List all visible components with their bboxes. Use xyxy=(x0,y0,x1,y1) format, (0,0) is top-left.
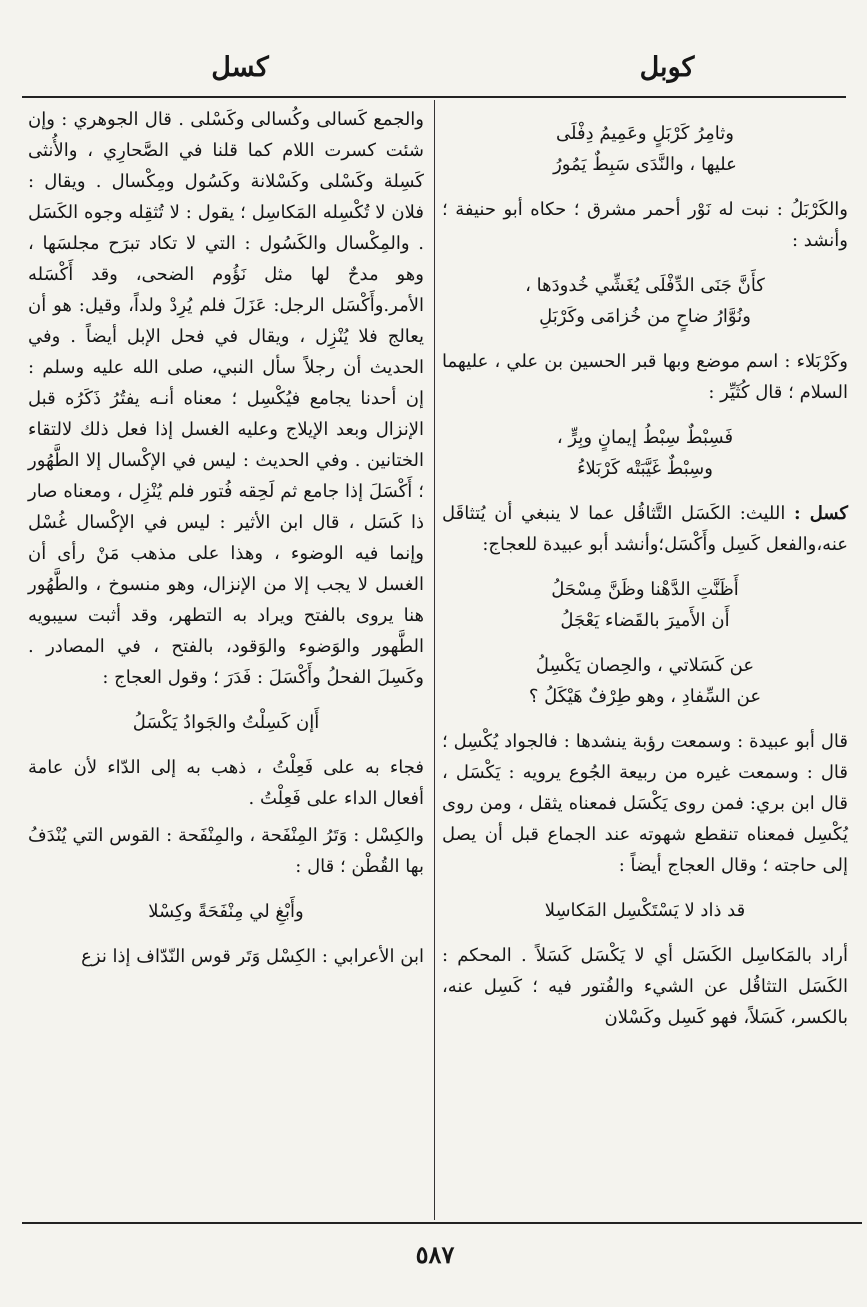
entry-paragraph xyxy=(28,752,424,814)
paragraph-text: الليث: الكَسَل التَّثاقُل عما لا ينبغي أن يُتثاقَل عنه،والفعل كَسِل وأَكْسَل؛وأنشد أبو عبيدة للعجاج: xyxy=(442,503,848,555)
paragraph-text: فجاء به على فَعِلْتُ ، ذهب به إلى الدّاء لأن عامة أفعال الداء على فَعِلْتُ . xyxy=(28,757,424,809)
verse-line: عليها ، والنَّدَى سَبِطٌ يَمُورُ xyxy=(553,154,737,175)
paragraph-text: والكِسْل : وَتَرُ المِنْفَحة ، والمِنْفَحة : القوس التي يُنْدَفُ بها القُطْن ؛ قال : xyxy=(28,825,424,877)
paragraph-text: وكَرْبَلاء : اسم موضع وبها قبر الحسين بن علي ، عليهما السلام ؛ قال كُثَيِّر : xyxy=(442,351,848,403)
verse-group xyxy=(442,650,848,712)
left-column xyxy=(28,104,424,978)
entry-paragraph xyxy=(28,104,424,693)
entry-paragraph xyxy=(442,726,848,881)
verse-line: كأَنَّ جَنَى الدِّفْلَى يُغَشِّي خُدودَها ، xyxy=(525,275,765,296)
verse-group xyxy=(442,574,848,636)
paragraph-text: والكَرْبَلُ : نبت له نَوْر أحمر مشرق ؛ حكاه أبو حنيفة ؛ وأنشد : xyxy=(442,199,848,251)
verse-line: ونُوَّارُ ضاحٍ من خُزامَى وكَرْبَلِ xyxy=(539,306,751,327)
verse-group xyxy=(442,422,848,484)
verse-group xyxy=(442,118,848,180)
verse-line: فَسِبْطٌ سِبْطُ إيمانٍ وبِرٍّ ، xyxy=(556,427,734,448)
entry-paragraph xyxy=(442,346,848,408)
entry-paragraph xyxy=(442,498,848,560)
verse-line: عن السِّفادِ ، وهو طِرْفٌ هَيْكَلُ ؟ xyxy=(528,686,762,707)
header-rule xyxy=(22,96,846,98)
paragraph-text: والجمع كَسالى وكُسالى وكَسْلى . قال الجوهري : وإن شئت كسرت اللام كما قلنا في الصَّحارِي ، والأُنثى كَسِلة وكَسْلى وكَسْلانة وكَسُول ومِكْسال . ويقال : فلان لا تُكْسِله المَكاسِل ؛ يقول : لا تُثقِله وجوه الكَسَل . والمِكْسال والكَسُول : التي لا تكاد تبرَح مجلسَها ، وهو مدحٌ لها مثل نَؤُوم الضحى، وقد أَكْسَله الأمر.وأَكْسَل الرجل: عَزَلَ فلم يُرِدْ ولداً، وقيل: هو أن يعالج فلا يُنْزِل ، ويقال في فحل الإبل أيضاً . وفي الحديث أن رجلاً سأل النبي، صلى الله عليه وسلم : إن أحدنا يجامع فيُكْسِل ؛ معناه أنـه يفتُرُ ذَكَرُه قبل الإنزال وبعد الإيلاج وعليه الغسل إذا فعل ذلك لالتقاء الختانين . وفي الحديث : ليس في الإكْسال إلا الطَّهُور ؛ أَكْسَلَ إذا جامع ثم لَحِقه فُتور فلم يُنْزِل ، ومعناه صار ذا كَسَل ، قال ابن الأثير : ليس في الإكْسال غُسْل وإنما فيه الوضوء ، وهذا على مذهب مَنْ رأى أن الغسل لا يجب إلا من الإنزال، وهو منسوخ ، والطَّهُور هنا يروى بالفتح ويراد به التطهر، وقد أثبت سيبويه الطَّهور والوَضوء والوَقود، بالفتح ، في المصادر . وكَسِلَ الفحلُ وأَكْسَلَ : فَدَرَ ؛ وقول العجاج : xyxy=(28,109,424,688)
running-header-right: كوبل xyxy=(639,52,695,83)
verse-group xyxy=(28,707,424,738)
paragraph-text: ابن الأعرابي : الكِسْل وَتَر قوس النّدّاف إذا نزع xyxy=(81,946,424,967)
column-divider xyxy=(434,100,435,1220)
paragraph-text: قال أبو عبيدة : وسمعت رؤبة ينشدها : فالجواد يُكْسِل ؛ قال : وسمعت غيره من ربيعة الجُوع يرويه : يَكْسَل ، قال ابن بري: فمن روى يَكْسَل فمعناه يثقل ، ومن روى يُكْسِل فمعناه تنقطع شهوته عند الجماع قبل أن يصل إلى حاجته ؛ وقال العجاج أيضاً : xyxy=(442,731,848,876)
running-header-left: كسل xyxy=(211,52,269,83)
footer-rule xyxy=(22,1222,862,1224)
verse-line: قد ذاد لا يَسْتَكْسِل المَكاسِلا xyxy=(544,900,746,921)
entry-paragraph xyxy=(442,194,848,256)
verse-line: وأَبْغِ لي مِنْفَحَةً وكِسْلا xyxy=(148,901,304,922)
headword: كسل : xyxy=(793,503,848,524)
entry-paragraph xyxy=(442,940,848,1033)
verse-line: وسِبْطٌ غَيَّبَتْه كَرْبَلاءُ xyxy=(577,458,713,479)
verse-group xyxy=(442,270,848,332)
verse-group xyxy=(28,896,424,927)
verse-line: وثامِرُ كَرْبَلٍ وعَمِيمُ دِفْلَى xyxy=(556,123,734,144)
paragraph-text: أراد بالمَكاسِل الكَسَل أي لا يَكْسَل كَسَلاً . المحكم : الكَسَل التثاقُل عن الشيء والفُتور فيه ؛ كَسِل عنه، بالكسر، كَسَلاً، فهو كَسِل وكَسْلان xyxy=(442,945,848,1028)
verse-group xyxy=(442,895,848,926)
entry-paragraph xyxy=(28,941,424,972)
page-number: ٥٨٧ xyxy=(415,1240,455,1269)
verse-line: عن كَسَلاتي ، والحِصان يَكْسِلُ xyxy=(535,655,755,676)
entry-paragraph xyxy=(28,820,424,882)
verse-line: أَإن كَسِلْتُ والجَوادُ يَكْسَلُ xyxy=(132,712,320,733)
verse-line: أَظَنَّتِ الدَّهْنا وظَنَّ مِسْحَلُ xyxy=(551,579,739,600)
verse-line: أَن الأَميرَ بالقَضاء يَعْجَلُ xyxy=(560,610,730,631)
right-column xyxy=(442,104,848,1039)
